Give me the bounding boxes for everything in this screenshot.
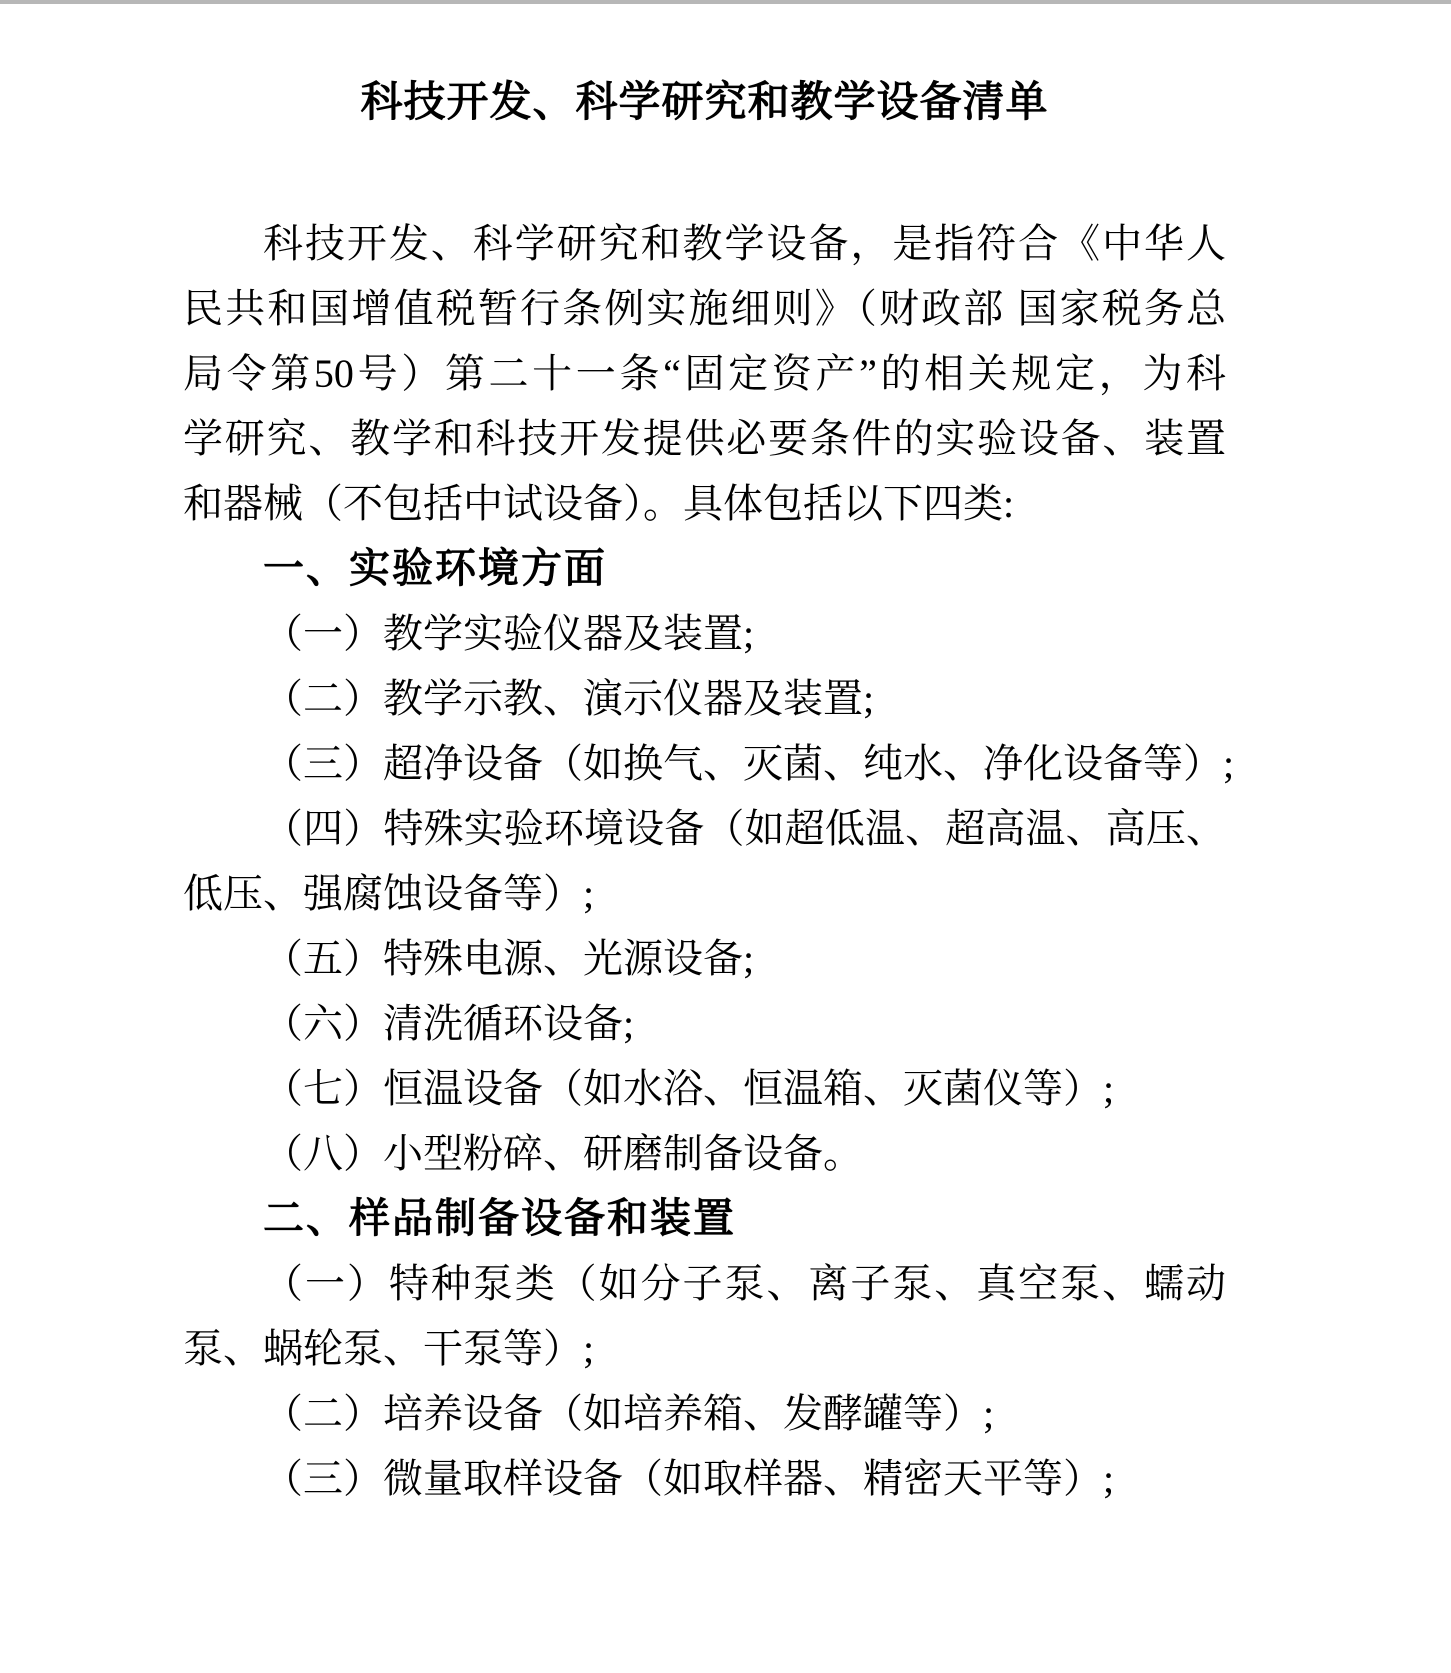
document-title: 科技开发、科学研究和教学设备清单 <box>360 80 1049 126</box>
text-line: （八）小型粉碎、研磨制备设备。 <box>263 1131 863 1176</box>
text-line: （六）清洗循环设备; <box>263 1001 635 1046</box>
document-text-column <box>183 4 1235 1511</box>
text-line: 民共和国增值税暂行条例实施细则》（财政部 国家税务总 <box>183 286 1226 331</box>
text-line: 科技开发、科学研究和教学设备，是指符合《中华人 <box>263 221 1226 266</box>
text-line: （七）恒温设备（如水浴、恒温箱、灭菌仪等）; <box>263 1066 1115 1111</box>
text-line: 和器械（不包括中试设备）。具体包括以下四类: <box>183 481 1015 526</box>
text-line: （四）特殊实验环境设备（如超低温、超高温、高压、 <box>263 806 1226 851</box>
text-line: （二）培养设备（如培养箱、发酵罐等）; <box>263 1391 995 1436</box>
text-line: 局令第50号）第二十一条“固定资产”的相关规定，为科 <box>183 351 1226 396</box>
section-heading: 二、样品制备设备和装置 <box>263 1195 736 1241</box>
text-line: （一）特种泵类（如分子泵、离子泵、真空泵、蠕动 <box>263 1261 1226 1306</box>
text-line: 泵、蜗轮泵、干泵等）; <box>183 1326 595 1371</box>
document-body <box>183 211 1235 1511</box>
text-line: 低压、强腐蚀设备等）; <box>183 871 595 916</box>
document-page <box>0 4 1451 1673</box>
text-line: （二）教学示教、演示仪器及装置; <box>263 676 875 721</box>
text-line: （三）微量取样设备（如取样器、精密天平等）; <box>263 1456 1115 1501</box>
section-heading: 一、实验环境方面 <box>263 545 607 591</box>
text-line: 学研究、教学和科技开发提供必要条件的实验设备、装置 <box>183 416 1226 461</box>
text-line: （一）教学实验仪器及装置; <box>263 611 755 656</box>
text-line: （五）特殊电源、光源设备; <box>263 936 755 981</box>
text-line: （三）超净设备（如换气、灭菌、纯水、净化设备等）; <box>263 741 1235 786</box>
